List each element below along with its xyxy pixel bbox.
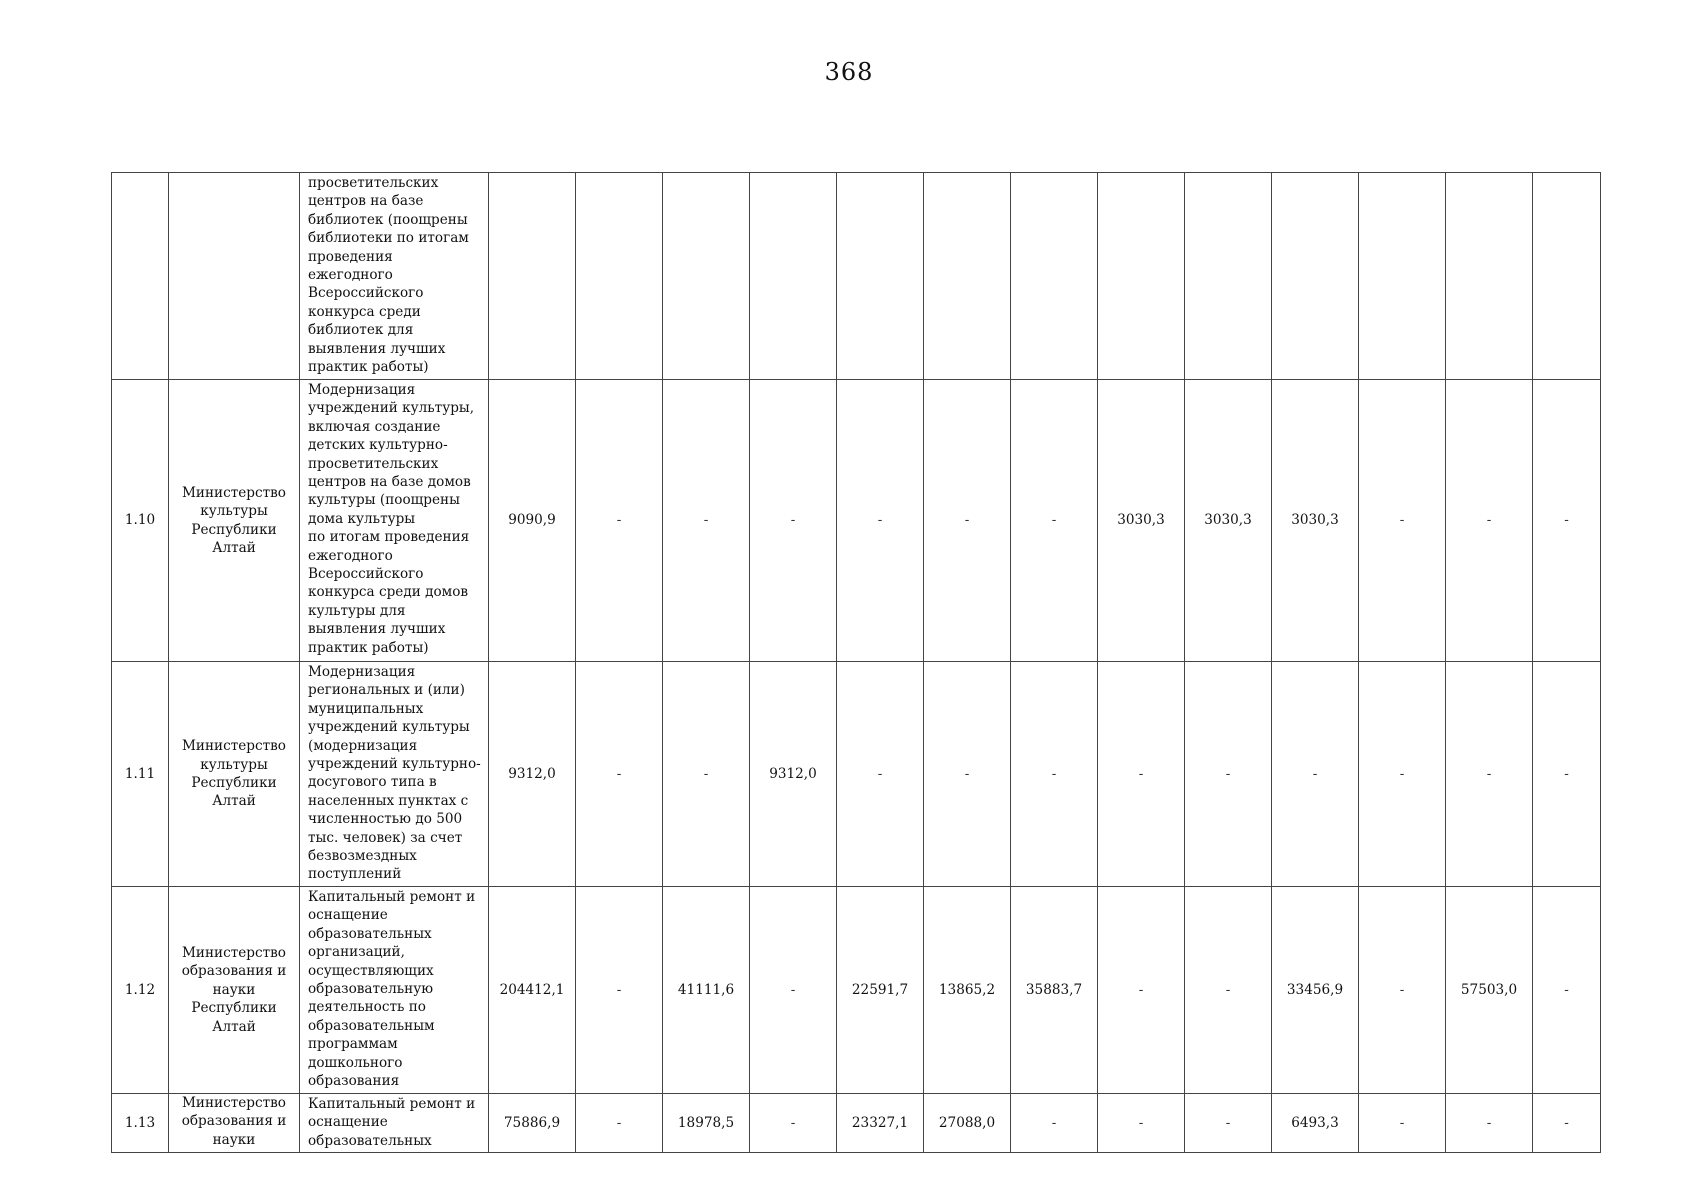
amount-cell: - <box>1272 662 1359 887</box>
table-row <box>112 1094 1601 1153</box>
responsible-department-cell: Министерство образования и науки <box>169 1094 300 1153</box>
amount-cell <box>837 173 924 380</box>
row-number-cell: 1.10 <box>112 380 169 662</box>
amount-cell: - <box>1446 380 1533 662</box>
amount-cell: - <box>1359 1094 1446 1153</box>
amount-cell <box>1011 173 1098 380</box>
table-row <box>112 887 1601 1094</box>
amount-cell: - <box>1185 887 1272 1094</box>
table-row <box>112 173 1601 380</box>
amount-cell: - <box>750 887 837 1094</box>
amount-cell: 3030,3 <box>1098 380 1185 662</box>
total-amount-cell <box>489 173 576 380</box>
amount-cell <box>1098 173 1185 380</box>
amount-cell <box>663 173 750 380</box>
total-amount-cell: 204412,1 <box>489 887 576 1094</box>
amount-cell: - <box>1359 380 1446 662</box>
amount-cell: 41111,6 <box>663 887 750 1094</box>
amount-cell: - <box>1359 887 1446 1094</box>
amount-cell: 27088,0 <box>924 1094 1011 1153</box>
table-row <box>112 662 1601 887</box>
amount-cell: - <box>576 1094 663 1153</box>
amount-cell: 18978,5 <box>663 1094 750 1153</box>
amount-cell: - <box>1098 1094 1185 1153</box>
total-amount-cell: 9312,0 <box>489 662 576 887</box>
row-number-cell: 1.12 <box>112 887 169 1094</box>
total-amount-cell: 9090,9 <box>489 380 576 662</box>
amount-cell: - <box>1533 662 1601 887</box>
responsible-department-cell <box>169 173 300 380</box>
amount-cell: - <box>1098 887 1185 1094</box>
responsible-department-cell: Министерство образования и науки Республики Алтай <box>169 887 300 1094</box>
row-number-cell <box>112 173 169 380</box>
amount-cell: 13865,2 <box>924 887 1011 1094</box>
amount-cell: - <box>663 380 750 662</box>
amount-cell: - <box>1359 662 1446 887</box>
amount-cell: 3030,3 <box>1185 380 1272 662</box>
amount-cell <box>750 173 837 380</box>
amount-cell: - <box>1533 1094 1601 1153</box>
amount-cell: - <box>1185 662 1272 887</box>
amount-cell: - <box>750 1094 837 1153</box>
amount-cell: - <box>1011 380 1098 662</box>
table-row <box>112 380 1601 662</box>
amount-cell: - <box>1098 662 1185 887</box>
amount-cell <box>576 173 663 380</box>
amount-cell <box>1359 173 1446 380</box>
activity-description-cell: Модернизация учреждений культуры, включая создание детских культурно- просветительских центров на базе домов культуры (поощрены дома культуры по итогам проведения ежегодного Всероссийского конкурса среди домов культуры для выявления лучших практик работы) <box>300 380 489 662</box>
amount-cell: 57503,0 <box>1446 887 1533 1094</box>
amount-cell: 23327,1 <box>837 1094 924 1153</box>
responsible-department-cell: Министерство культуры Республики Алтай <box>169 662 300 887</box>
amount-cell: - <box>576 887 663 1094</box>
page-number: 368 <box>824 58 874 86</box>
activity-description-cell: Капитальный ремонт и оснащение образовательных <box>300 1094 489 1153</box>
amount-cell: - <box>1446 1094 1533 1153</box>
amount-cell: - <box>1533 887 1601 1094</box>
budget-table <box>111 172 1601 1153</box>
row-number-cell: 1.13 <box>112 1094 169 1153</box>
amount-cell: 22591,7 <box>837 887 924 1094</box>
amount-cell: 33456,9 <box>1272 887 1359 1094</box>
activity-description-cell: просветительских центров на базе библиотек (поощрены библиотеки по итогам проведения ежегодного Всероссийского конкурса среди библиотек для выявления лучших практик работы) <box>300 173 489 380</box>
total-amount-cell: 75886,9 <box>489 1094 576 1153</box>
amount-cell <box>1272 173 1359 380</box>
amount-cell <box>924 173 1011 380</box>
amount-cell: - <box>576 662 663 887</box>
amount-cell: - <box>1446 662 1533 887</box>
amount-cell: - <box>1011 662 1098 887</box>
responsible-department-cell: Министерство культуры Республики Алтай <box>169 380 300 662</box>
amount-cell: - <box>1185 1094 1272 1153</box>
row-number-cell: 1.11 <box>112 662 169 887</box>
activity-description-cell: Капитальный ремонт и оснащение образовательных организаций, осуществляющих образовательную деятельность по образовательным программам дошкольного образования <box>300 887 489 1094</box>
amount-cell: - <box>1533 380 1601 662</box>
amount-cell: 9312,0 <box>750 662 837 887</box>
amount-cell: - <box>837 662 924 887</box>
budget-table-container <box>111 172 1601 1153</box>
amount-cell <box>1185 173 1272 380</box>
amount-cell: 35883,7 <box>1011 887 1098 1094</box>
amount-cell <box>1446 173 1533 380</box>
amount-cell: - <box>576 380 663 662</box>
amount-cell: - <box>663 662 750 887</box>
amount-cell: - <box>837 380 924 662</box>
table-body <box>112 173 1601 1153</box>
activity-description-cell: Модернизация региональных и (или) муниципальных учреждений культуры (модернизация учреждений культурно- досугового типа в населенных пунктах с численностью до 500 тыс. человек) за счет безвозмездных поступлений <box>300 662 489 887</box>
amount-cell: - <box>924 662 1011 887</box>
amount-cell: 3030,3 <box>1272 380 1359 662</box>
amount-cell: - <box>924 380 1011 662</box>
amount-cell: - <box>750 380 837 662</box>
amount-cell <box>1533 173 1601 380</box>
amount-cell: - <box>1011 1094 1098 1153</box>
amount-cell: 6493,3 <box>1272 1094 1359 1153</box>
